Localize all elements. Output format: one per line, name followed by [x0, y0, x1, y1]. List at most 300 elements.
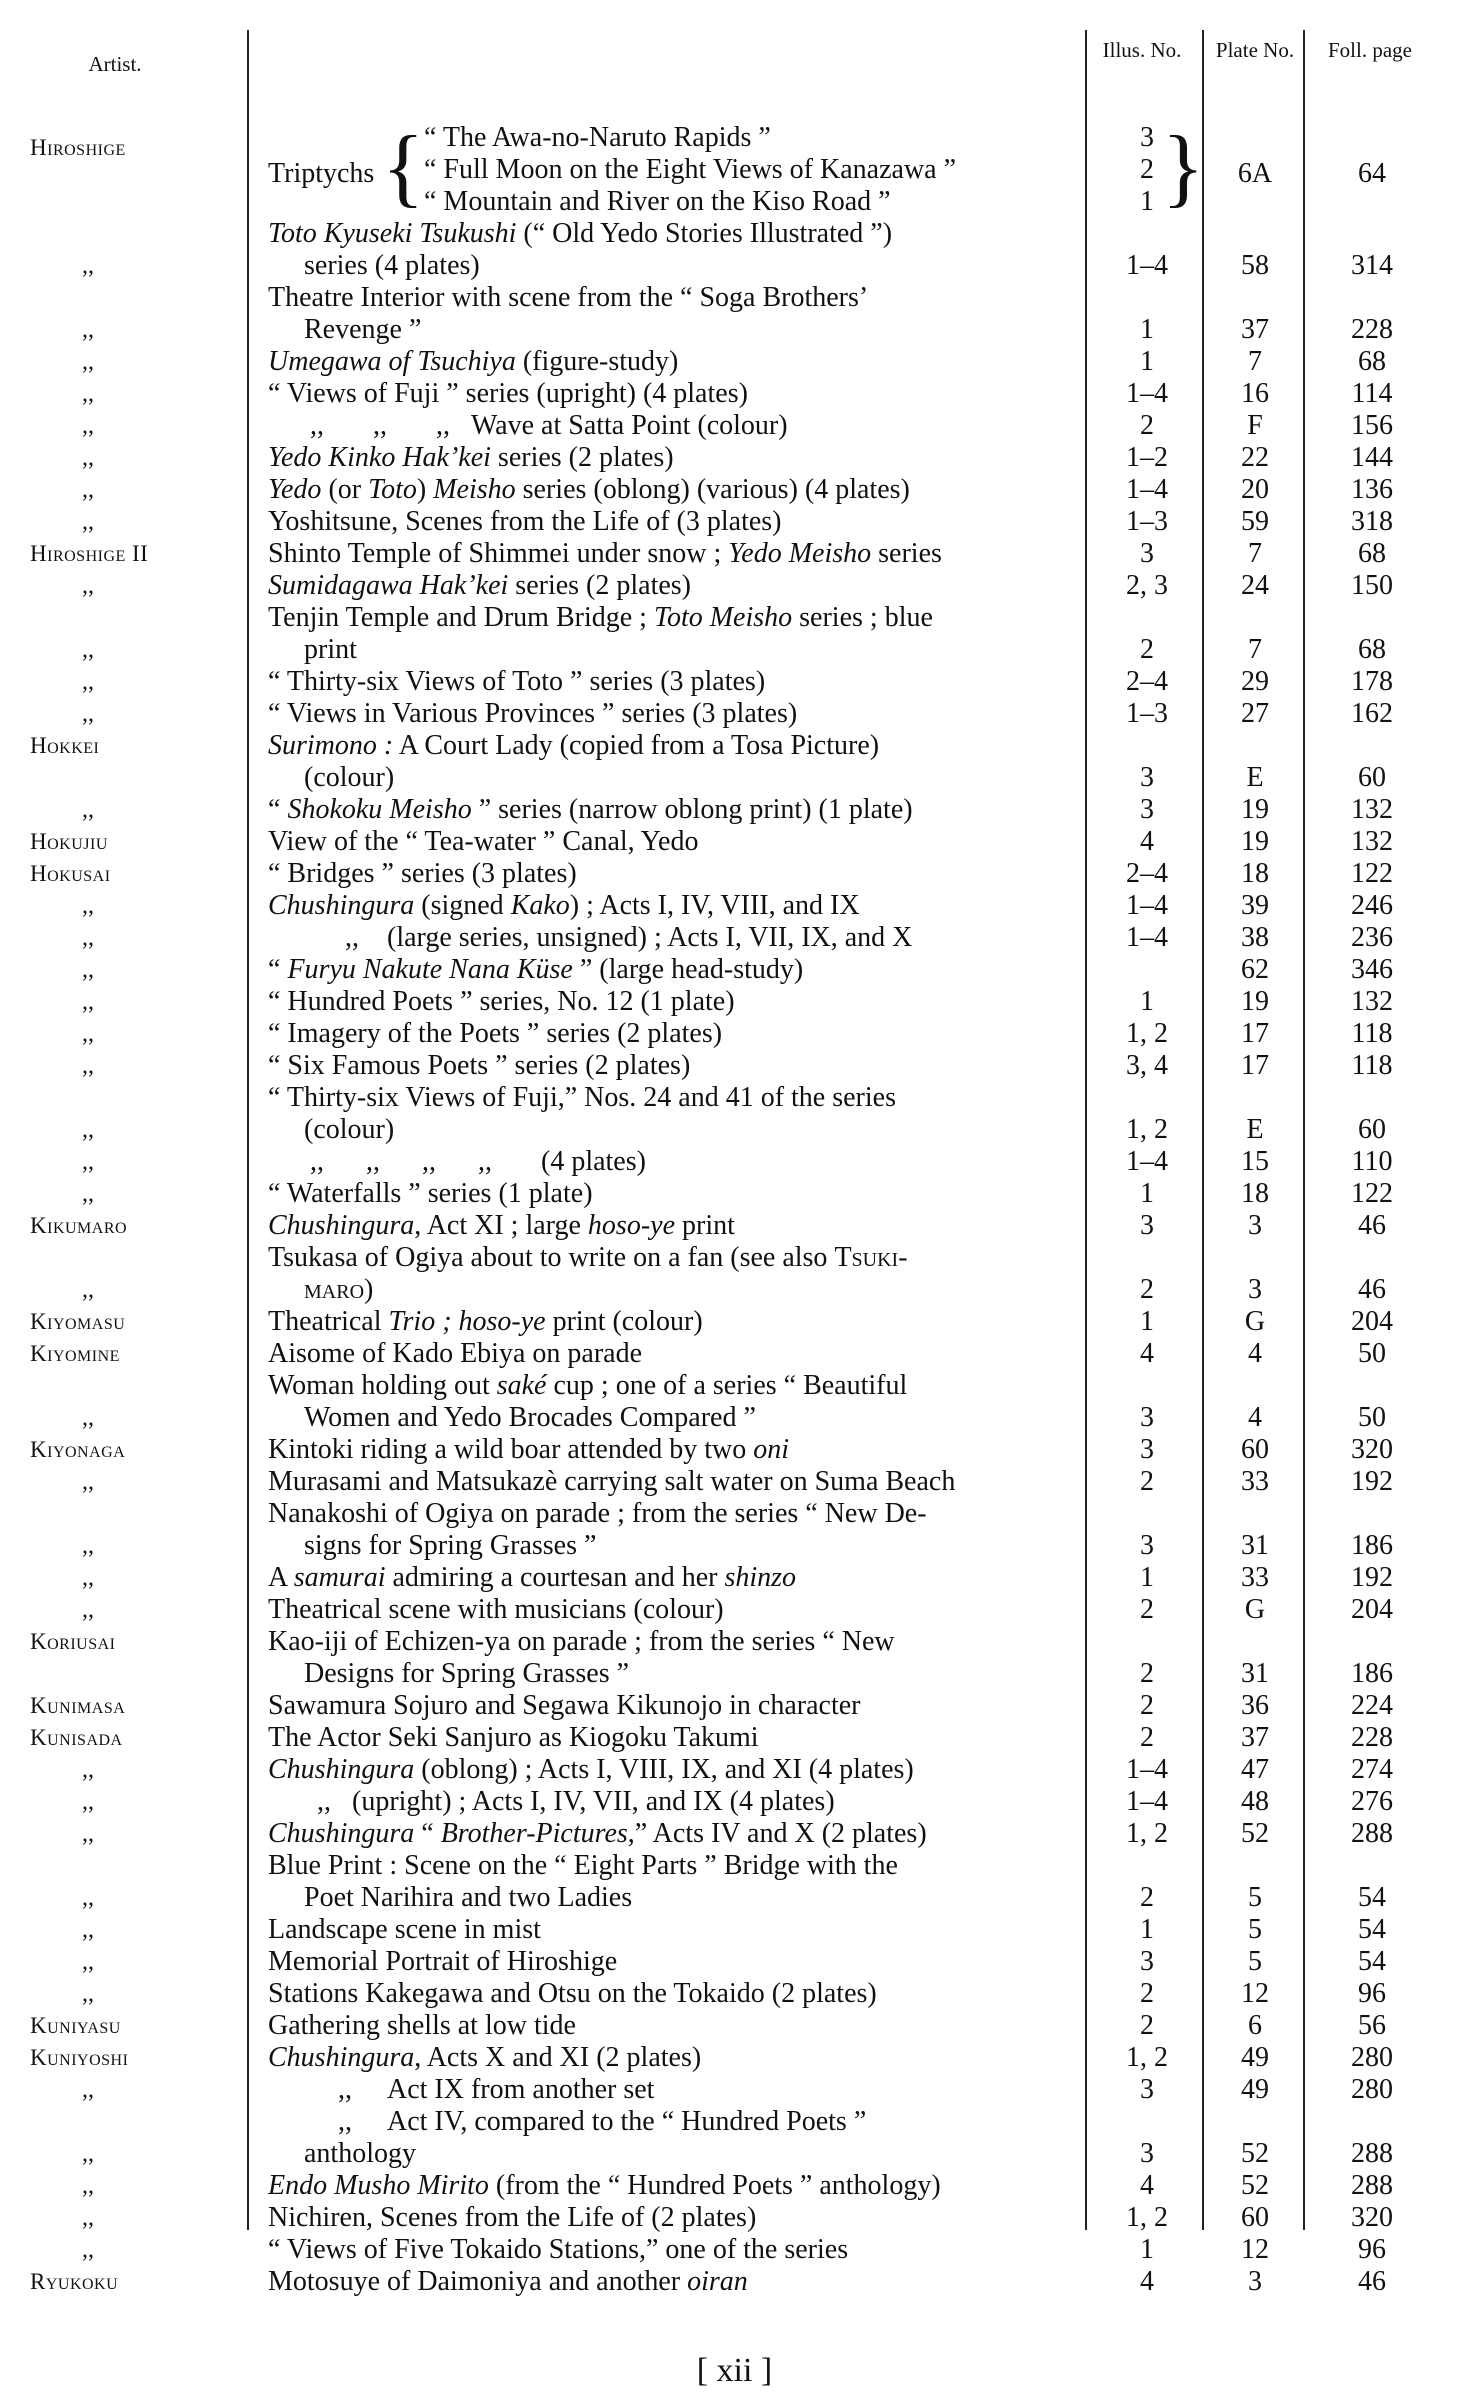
entry-description	[268, 1498, 1080, 1562]
illus-no: 2	[1140, 1978, 1154, 2009]
entry-description	[268, 538, 1080, 570]
plate-no: 20	[1241, 474, 1269, 505]
entry-description	[268, 2106, 1080, 2170]
index-row	[0, 506, 1469, 538]
entry-description	[268, 218, 1080, 282]
description-line: ,, (upright) ; Acts I, IV, VII, and IX (4 plates)	[268, 1786, 835, 1817]
entry-description	[268, 1082, 1080, 1146]
right-brace: }	[1162, 119, 1205, 216]
illus-no: 1	[1140, 2234, 1154, 2265]
description-line: Murasami and Matsukazè carrying salt water on Suma Beach	[268, 1466, 956, 1497]
index-row	[0, 1434, 1469, 1466]
description-line: Yedo Kinko Hak’kei series (2 plates)	[268, 442, 674, 473]
artist-name: Kuniyoshi	[30, 2045, 129, 2070]
index-row	[0, 2266, 1469, 2298]
ditto-mark: ,,	[82, 1277, 94, 1303]
header-foll: Foll. page	[1328, 38, 1412, 62]
plate-no: 15	[1241, 1146, 1269, 1177]
index-row	[0, 1338, 1469, 1370]
illus-no: 2	[1140, 2010, 1154, 2041]
plate-no: 12	[1241, 1978, 1269, 2009]
ditto-mark: ,,	[82, 1053, 94, 1079]
illus-no: 1–4	[1126, 250, 1168, 281]
foll-page: 68	[1358, 538, 1386, 569]
illus-no: 1–4	[1126, 1754, 1168, 1785]
foll-page: 276	[1351, 1786, 1393, 1817]
entry-description	[268, 474, 1080, 506]
foll-page: 136	[1351, 474, 1393, 505]
foll-page: 56	[1358, 2010, 1386, 2041]
entry-description	[268, 282, 1080, 346]
plate-no: 52	[1241, 2138, 1269, 2169]
illus-no: 1–4	[1126, 1146, 1168, 1177]
description-line: Umegawa of Tsuchiya (figure-study)	[268, 346, 679, 377]
plate-no: 5	[1248, 1946, 1262, 1977]
foll-page: 110	[1351, 1146, 1393, 1177]
illus-no: 1	[1140, 1914, 1154, 1945]
illus-no: 1–3	[1126, 698, 1168, 729]
plate-no: 19	[1241, 794, 1269, 825]
entry-description	[268, 1946, 1080, 1978]
plate-no: 52	[1241, 1818, 1269, 1849]
description-line: View of the “ Tea-water ” Canal, Yedo	[268, 826, 699, 857]
description-line: A samurai admiring a courtesan and her shinzo	[268, 1562, 797, 1593]
description-line: signs for Spring Grasses ”	[304, 1530, 597, 1561]
plate-no: 17	[1241, 1018, 1269, 1049]
illus-no: 3	[1140, 122, 1154, 153]
plate-no: 33	[1241, 1562, 1269, 1593]
description-line: Yoshitsune, Scenes from the Life of (3 plates)	[268, 506, 782, 537]
ditto-mark: ,,	[82, 1405, 94, 1431]
entry-description	[268, 2074, 1080, 2106]
ditto-mark: ,,	[82, 925, 94, 951]
artist-name: Hokkei	[30, 733, 100, 758]
description-line: ,, ,, ,, ,, (4 plates)	[268, 1146, 646, 1177]
artist-name: Kuniyasu	[30, 2013, 121, 2038]
illus-no: 2	[1140, 1722, 1154, 1753]
artist-name: Hokujiu	[30, 829, 108, 854]
index-row	[0, 1050, 1469, 1082]
illus-no: 3	[1140, 762, 1154, 793]
foll-page: 68	[1358, 634, 1386, 665]
entry-description	[268, 2202, 1080, 2234]
description-line: “ Views of Five Tokaido Stations,” one of the series	[268, 2234, 849, 2265]
ditto-mark: ,,	[82, 253, 94, 279]
description-line: “ Thirty-six Views of Fuji,” Nos. 24 and 41 of the series	[268, 1082, 896, 1113]
foll-page: 54	[1358, 1914, 1386, 1945]
entry-description	[268, 2170, 1080, 2202]
ditto-mark: ,,	[82, 1117, 94, 1143]
header-plate: Plate No.	[1215, 38, 1295, 62]
entry-description	[268, 666, 1080, 698]
foll-page: 280	[1351, 2042, 1393, 2073]
description-line: “ Furyu Nakute Nana Küse ” (large head-study)	[268, 954, 804, 985]
plate-no: 48	[1241, 1786, 1269, 1817]
foll-page: 236	[1351, 922, 1393, 953]
triptych-entry	[0, 119, 1469, 218]
description-line: series (4 plates)	[304, 250, 480, 281]
description-line: Sawamura Sojuro and Segawa Kikunojo in character	[268, 1690, 861, 1721]
description-line: Women and Yedo Brocades Compared ”	[304, 1402, 756, 1433]
ditto-mark: ,,	[82, 2141, 94, 2167]
foll-page: 96	[1358, 1978, 1386, 2009]
entry-description	[268, 858, 1080, 890]
foll-page: 246	[1351, 890, 1393, 921]
plate-no: E	[1246, 762, 1264, 793]
description-line: Chushingura, Act XI ; large hoso-ye print	[268, 1210, 735, 1241]
illus-no: 1–3	[1126, 506, 1168, 537]
illus-no: 3	[1140, 2138, 1154, 2169]
illus-no: 4	[1140, 826, 1154, 857]
description-line: (colour)	[304, 1114, 395, 1145]
entry-description	[268, 1850, 1080, 1914]
description-line: Blue Print : Scene on the “ Eight Parts ” Bridge with the	[268, 1850, 898, 1881]
entry-description	[268, 602, 1080, 666]
foll-page: 122	[1351, 1178, 1393, 1209]
description-line: Theatre Interior with scene from the “ Soga Brothers’	[268, 282, 869, 313]
plate-no: 18	[1241, 858, 1269, 889]
description-line: (colour)	[304, 762, 395, 793]
foll-page: 346	[1351, 954, 1393, 985]
index-row	[0, 922, 1469, 954]
index-row	[0, 570, 1469, 602]
foll-page: 186	[1351, 1530, 1393, 1561]
description-line: Nanakoshi of Ogiya on parade ; from the series “ New De-	[268, 1498, 927, 1529]
ditto-mark: ,,	[82, 797, 94, 823]
description-line: “ Views in Various Provinces ” series (3 plates)	[268, 698, 798, 729]
entry-description	[268, 826, 1080, 858]
index-row	[0, 1754, 1469, 1786]
plate-no: 36	[1241, 1690, 1269, 1721]
index-row	[0, 1626, 1469, 1690]
plate-no: 31	[1241, 1658, 1269, 1689]
plate-no: 6A	[1237, 158, 1273, 189]
index-row	[0, 1594, 1469, 1626]
entry-description	[268, 410, 1080, 442]
ditto-mark: ,,	[82, 477, 94, 503]
entry-description	[268, 1306, 1080, 1338]
description-line: “ Thirty-six Views of Toto ” series (3 plates)	[268, 666, 766, 697]
description-line: Stations Kakegawa and Otsu on the Tokaido (2 plates)	[268, 1978, 877, 2009]
plate-no: 27	[1241, 698, 1269, 729]
foll-page: 118	[1351, 1018, 1393, 1049]
artist-name: Kiyonaga	[30, 1437, 126, 1462]
illus-no: 2	[1140, 1690, 1154, 1721]
plate-no: 37	[1241, 314, 1269, 345]
entry-description	[268, 1722, 1080, 1754]
illus-no: 1–4	[1126, 474, 1168, 505]
index-row	[0, 1690, 1469, 1722]
entry-description	[268, 442, 1080, 474]
ditto-mark: ,,	[82, 1149, 94, 1175]
plate-no: 18	[1241, 1178, 1269, 1209]
foll-page: 132	[1351, 826, 1393, 857]
foll-page: 228	[1351, 1722, 1393, 1753]
artist-name: Koriusai	[30, 1629, 116, 1654]
plate-no: 4	[1248, 1338, 1262, 1369]
illus-no: 1, 2	[1126, 2202, 1168, 2233]
description-line: Kao-iji of Echizen-ya on parade ; from the series “ New	[268, 1626, 895, 1657]
plate-no: 3	[1248, 1274, 1262, 1305]
ditto-mark: ,,	[82, 1981, 94, 2007]
plate-no: 3	[1248, 2266, 1262, 2297]
entry-description	[268, 2266, 1080, 2298]
ditto-mark: ,,	[82, 669, 94, 695]
ditto-mark: ,,	[82, 573, 94, 599]
ditto-mark: ,,	[82, 701, 94, 727]
foll-page: 132	[1351, 986, 1393, 1017]
entry-description	[268, 1050, 1080, 1082]
ditto-mark: ,,	[82, 2237, 94, 2263]
left-brace: {	[382, 119, 425, 216]
foll-page: 150	[1351, 570, 1393, 601]
index-row	[0, 538, 1469, 570]
index-row	[0, 2042, 1469, 2074]
illus-no: 1, 2	[1126, 1018, 1168, 1049]
ditto-mark: ,,	[82, 1885, 94, 1911]
ditto-mark: ,,	[82, 1821, 94, 1847]
ditto-mark: ,,	[82, 893, 94, 919]
foll-page: 60	[1358, 762, 1386, 793]
index-row	[0, 1946, 1469, 1978]
description-line: Shinto Temple of Shimmei under snow ; Yedo Meisho series	[268, 538, 942, 569]
page-number: [ xii ]	[696, 2352, 773, 2389]
index-row	[0, 1786, 1469, 1818]
plate-no: 33	[1241, 1466, 1269, 1497]
ditto-mark: ,,	[82, 1917, 94, 1943]
artist-name: Kunimasa	[30, 1693, 126, 1718]
foll-page: 156	[1351, 410, 1393, 441]
description-line: Woman holding out saké cup ; one of a series “ Beautiful	[268, 1370, 908, 1401]
ditto-mark: ,,	[82, 637, 94, 663]
ditto-mark: ,,	[82, 509, 94, 535]
plate-no: 16	[1241, 378, 1269, 409]
plate-no: 49	[1241, 2042, 1269, 2073]
illus-no: 1, 2	[1126, 1114, 1168, 1145]
description-line: Theatrical scene with musicians (colour)	[268, 1594, 724, 1625]
illus-no: 3, 4	[1126, 1050, 1168, 1081]
foll-page: 46	[1358, 2266, 1386, 2297]
illus-no: 1–4	[1126, 378, 1168, 409]
entry-description	[268, 1338, 1080, 1370]
ditto-mark: ,,	[82, 1565, 94, 1591]
triptych-list	[424, 122, 956, 218]
foll-page: 68	[1358, 346, 1386, 377]
ditto-mark: ,,	[82, 317, 94, 343]
description-line: “ Imagery of the Poets ” series (2 plates)	[268, 1018, 723, 1049]
foll-page: 54	[1358, 1882, 1386, 1913]
illus-no: 3	[1140, 1946, 1154, 1977]
ditto-mark: ,,	[82, 381, 94, 407]
foll-page: 50	[1358, 1338, 1386, 1369]
description-line: Chushingura “ Brother-Pictures,” Acts IV and X (2 plates)	[268, 1818, 927, 1849]
illus-no: 4	[1140, 1338, 1154, 1369]
plate-no: 47	[1241, 1754, 1269, 1785]
index-row	[0, 986, 1469, 1018]
entry-description	[268, 1434, 1080, 1466]
illus-no: 1–2	[1126, 442, 1168, 473]
index-row	[0, 666, 1469, 698]
index-row	[0, 1082, 1469, 1146]
illus-no: 1	[1140, 346, 1154, 377]
index-row	[0, 826, 1469, 858]
illus-no: 2	[1140, 410, 1154, 441]
foll-page: 288	[1351, 2138, 1393, 2169]
index-row	[0, 2202, 1469, 2234]
entry-description	[268, 1178, 1080, 1210]
foll-page: 178	[1351, 666, 1393, 697]
illus-no: 1	[1140, 1562, 1154, 1593]
index-row	[0, 282, 1469, 346]
artist-name: Ryukoku	[30, 2269, 119, 2294]
entry-description	[268, 1626, 1080, 1690]
description-line: Revenge ”	[304, 314, 422, 345]
index-row	[0, 2234, 1469, 2266]
plate-no: 49	[1241, 2074, 1269, 2105]
ditto-mark: ,,	[82, 1021, 94, 1047]
entry-description	[268, 1690, 1080, 1722]
header-illus: Illus. No.	[1102, 38, 1182, 62]
illus-no: 2, 3	[1126, 570, 1168, 601]
foll-page: 114	[1351, 378, 1393, 409]
description-line: print	[304, 634, 357, 665]
foll-page: 274	[1351, 1754, 1393, 1785]
foll-page: 162	[1351, 698, 1393, 729]
triptych-item: “ Full Moon on the Eight Views of Kanazawa ”	[424, 154, 957, 185]
description-line: “ Hundred Poets ” series, No. 12 (1 plate)	[268, 986, 735, 1017]
entry-description	[268, 954, 1080, 986]
description-line: Sumidagawa Hak’kei series (2 plates)	[268, 570, 692, 601]
plate-no: 7	[1248, 346, 1262, 377]
description-line: Landscape scene in mist	[268, 1914, 541, 1945]
index-table	[0, 119, 1469, 2298]
illus-no: 3	[1140, 1434, 1154, 1465]
index-row	[0, 346, 1469, 378]
illus-no: 1, 2	[1126, 1818, 1168, 1849]
foll-page: 288	[1351, 2170, 1393, 2201]
illus-no: 1	[1140, 986, 1154, 1017]
plate-no: 5	[1248, 1882, 1262, 1913]
description-line: “ Waterfalls ” series (1 plate)	[268, 1178, 593, 1209]
entry-description	[268, 794, 1080, 826]
plate-no: 17	[1241, 1050, 1269, 1081]
illus-no: 1	[1140, 186, 1154, 217]
entry-description	[268, 1210, 1080, 1242]
ditto-mark: ,,	[82, 2173, 94, 2199]
illus-no: 1–4	[1126, 890, 1168, 921]
entry-description	[268, 1786, 1080, 1818]
illus-no: 2–4	[1126, 858, 1168, 889]
triptych-label: Triptychs	[268, 158, 375, 189]
index-row	[0, 378, 1469, 410]
entry-description	[268, 1818, 1080, 1850]
description-line: Nichiren, Scenes from the Life of (2 plates)	[268, 2202, 757, 2233]
description-line: “ Bridges ” series (3 plates)	[268, 858, 577, 889]
plate-no: 62	[1241, 954, 1269, 985]
ditto-mark: ,,	[82, 2205, 94, 2231]
artist-name: Hiroshige II	[30, 541, 149, 566]
entry-description	[268, 986, 1080, 1018]
plate-no: 7	[1248, 634, 1262, 665]
foll-page: 186	[1351, 1658, 1393, 1689]
description-line: The Actor Seki Sanjuro as Kiogoku Takumi	[268, 1722, 759, 1753]
illus-no: 1–4	[1126, 922, 1168, 953]
index-row	[0, 890, 1469, 922]
foll-page: 60	[1358, 1114, 1386, 1145]
entry-description	[268, 890, 1080, 922]
index-row	[0, 1370, 1469, 1434]
illus-no: 2	[1140, 1594, 1154, 1625]
foll-page: 314	[1351, 250, 1393, 281]
plate-no: 60	[1241, 1434, 1269, 1465]
index-row	[0, 1914, 1469, 1946]
index-row	[0, 858, 1469, 890]
entry-description	[268, 1018, 1080, 1050]
entry-description	[268, 1562, 1080, 1594]
index-row	[0, 1498, 1469, 1562]
illus-no: 1	[1140, 1306, 1154, 1337]
entry-description	[268, 1242, 1080, 1306]
illus-no: 3	[1140, 1530, 1154, 1561]
illus-no: 3	[1140, 2074, 1154, 2105]
index-row	[0, 1178, 1469, 1210]
ditto-mark: ,,	[82, 1181, 94, 1207]
illus-no: 4	[1140, 2170, 1154, 2201]
plate-no: 4	[1248, 1402, 1262, 1433]
foll-page: 204	[1351, 1306, 1393, 1337]
ditto-mark: ,,	[82, 989, 94, 1015]
entry-description	[268, 1370, 1080, 1434]
illus-no: 1	[1140, 1178, 1154, 1209]
description-line: ,, (large series, unsigned) ; Acts I, VII, IX, and X	[268, 922, 913, 953]
description-line: Chushingura (signed Kako) ; Acts I, IV, VIII, and IX	[268, 890, 860, 921]
description-line: Chushingura (oblong) ; Acts I, VIII, IX, and XI (4 plates)	[268, 1754, 914, 1785]
plate-no: 31	[1241, 1530, 1269, 1561]
plate-no: 24	[1241, 570, 1269, 601]
foll-page: 204	[1351, 1594, 1393, 1625]
plate-no: 3	[1248, 1210, 1262, 1241]
index-row	[0, 1306, 1469, 1338]
ditto-mark: ,,	[82, 1533, 94, 1559]
entry-description	[268, 1754, 1080, 1786]
triptych-item: “ The Awa-no-Naruto Rapids ”	[424, 122, 771, 153]
entry-description	[268, 730, 1080, 794]
description-line: ,, Act IV, compared to the “ Hundred Poets ”	[268, 2106, 867, 2137]
index-row	[0, 2170, 1469, 2202]
ditto-mark: ,,	[82, 2077, 94, 2103]
entry-description	[268, 698, 1080, 730]
illus-no: 2	[1140, 1274, 1154, 1305]
plate-no: G	[1244, 1306, 1266, 1337]
description-line: “ Six Famous Poets ” series (2 plates)	[268, 1050, 691, 1081]
plate-no: 38	[1241, 922, 1269, 953]
index-row	[0, 954, 1469, 986]
plate-no: F	[1247, 410, 1263, 441]
triptych-item: “ Mountain and River on the Kiso Road ”	[424, 186, 891, 217]
illus-no: 2	[1140, 634, 1154, 665]
index-row	[0, 1242, 1469, 1306]
entry-description	[268, 378, 1080, 410]
ditto-mark: ,,	[82, 1789, 94, 1815]
description-line: ,, Act IX from another set	[268, 2074, 655, 2105]
index-row	[0, 698, 1469, 730]
index-row	[0, 794, 1469, 826]
ditto-mark: ,,	[82, 445, 94, 471]
artist-name: Hokusai	[30, 861, 111, 886]
description-line: “ Views of Fuji ” series (upright) (4 plates)	[268, 378, 748, 409]
plate-no: 22	[1241, 442, 1269, 473]
index-row	[0, 410, 1469, 442]
